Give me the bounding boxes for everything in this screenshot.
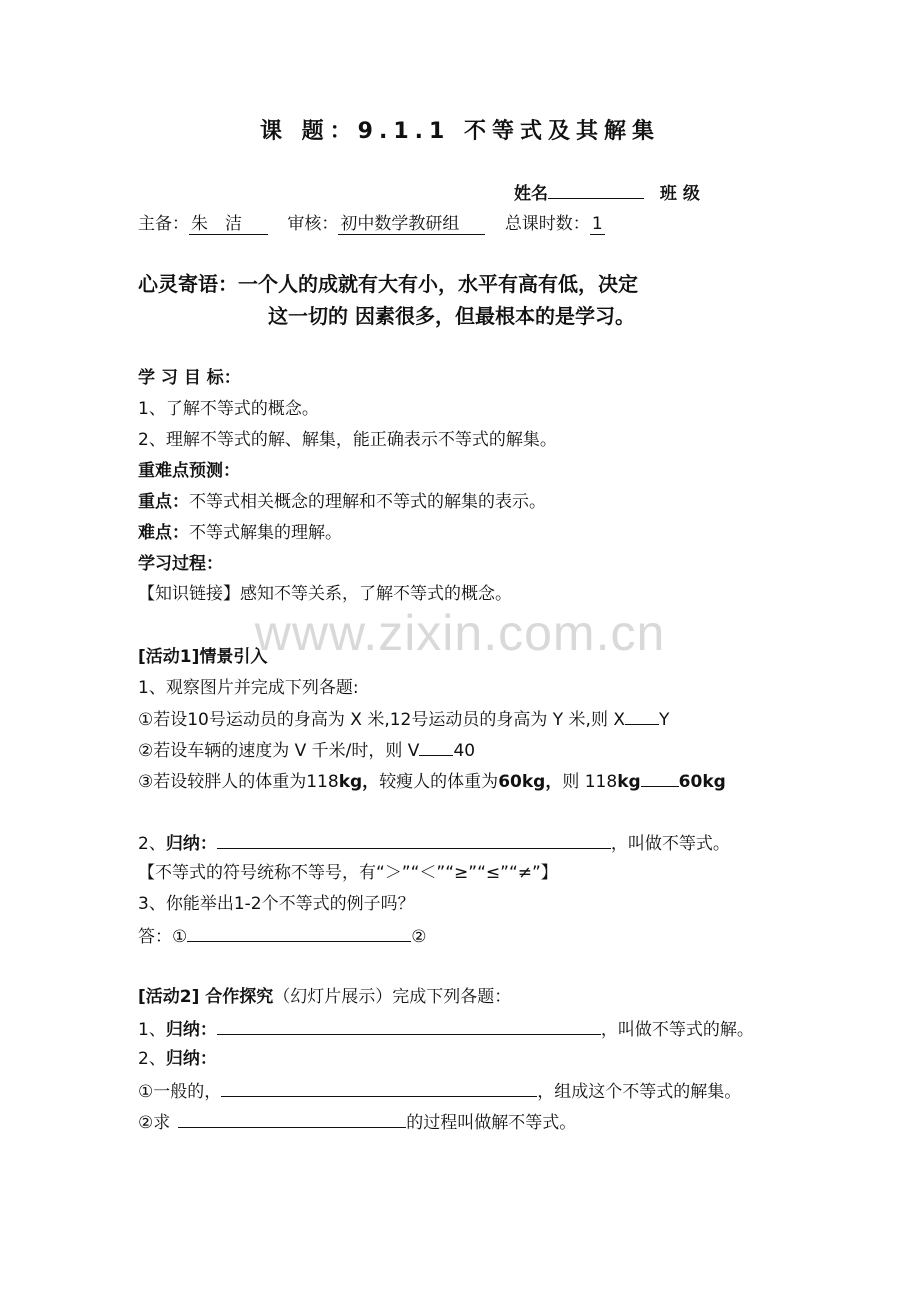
difficulty-line: [138, 521, 342, 545]
a2q1-end: ，叫做不等式的解。: [600, 1020, 754, 1040]
motto-line-2: 这一切的 因素很多，但最根本的是学习。: [268, 304, 635, 328]
activity2-heading-line: [138, 985, 511, 1009]
activity1-q1c: [138, 768, 726, 794]
process-heading: 学习过程：: [138, 554, 223, 574]
a2q2-num: 2、: [138, 1049, 166, 1069]
q1c-bold: 60kg，: [498, 772, 563, 792]
answer-prefix: 答：①: [138, 927, 188, 947]
a2q1-num: 1、: [138, 1020, 166, 1040]
q1b-blank[interactable]: [419, 737, 453, 756]
motto-line-1: 心灵寄语：一个人的成就有大有小，水平有高有低，决定: [138, 272, 638, 296]
preparer-label: 主备：: [138, 214, 189, 234]
activity2-q2b: [138, 1109, 576, 1135]
q1a-text: ①若设10号运动员的身高为 X 米,12号运动员的身高为 Y 米,则 X: [138, 710, 626, 730]
q1c-blank[interactable]: [641, 768, 679, 787]
inequality-symbols-note: 【不等式的符号统称不等号，有“＞”“＜”“≥”“≤”“≠”】: [138, 863, 558, 883]
activity2-q1: [138, 1016, 754, 1042]
a2q2a-end: ，组成这个不等式的解集。: [537, 1082, 742, 1102]
activity1-q1: 1、观察图片并完成下列各题:: [138, 678, 359, 698]
activity2-q2: [138, 1047, 217, 1071]
q1a-end: Y: [659, 710, 670, 730]
name-blank[interactable]: [548, 180, 644, 199]
q2-end: ，叫做不等式。: [610, 834, 730, 854]
focus-label: 重点：: [138, 492, 189, 512]
q1c-then: 则 118: [562, 772, 618, 792]
q1c-kg-1: kg，: [338, 772, 380, 792]
reviewer-label: 审核：: [287, 214, 339, 234]
preparer-name: 朱 洁: [189, 214, 268, 235]
a2q1-label: 归纳：: [165, 1020, 217, 1040]
hours-label: 总课时数：: [504, 214, 590, 234]
course-info-line: [138, 212, 605, 236]
activity2-heading-tail: （幻灯片展示）完成下列各题：: [273, 987, 512, 1007]
activity1-q1a: [138, 706, 669, 732]
activity1-q1b: [138, 737, 475, 763]
q2-blank[interactable]: [217, 830, 611, 849]
answer-blank-1[interactable]: [187, 923, 411, 942]
q2-num: 2、: [138, 834, 166, 854]
q1c-text: ③若设较胖人的体重为118: [138, 772, 339, 792]
a2q2a-text: ①一般的，: [138, 1082, 222, 1102]
q1a-blank[interactable]: [625, 706, 659, 725]
difficulty-label: 难点：: [138, 523, 189, 543]
a2q2a-blank[interactable]: [221, 1078, 537, 1097]
q1b-text: ②若设车辆的速度为 V 千米/时，则 V: [138, 741, 420, 761]
student-info-line: [514, 180, 700, 206]
goal-item-1: 1、了解不等式的概念。: [138, 399, 319, 419]
focus-line: [138, 490, 546, 514]
reviewer-name: 初中数学教研组: [338, 214, 485, 235]
activity1-q3: 3、你能举出1-2个不等式的例子吗？: [138, 894, 415, 914]
name-label: 姓名: [514, 184, 548, 204]
activity1-answer: [138, 923, 427, 949]
key-points-heading: 重难点预测：: [138, 461, 240, 481]
knowledge-link: 【知识链接】感知不等关系，了解不等式的概念。: [138, 584, 512, 604]
goals-heading: 学 习 目 标：: [138, 368, 241, 388]
focus-text: 不等式相关概念的理解和不等式的解集的表示。: [189, 492, 546, 512]
q1c-mid: 较瘦人的体重为: [379, 772, 499, 792]
activity1-heading: [活动1]情景引入: [138, 647, 268, 667]
a2q2-label: 归纳：: [165, 1049, 217, 1069]
a2q2b-text: ②求: [138, 1113, 171, 1133]
answer-mid: ②: [411, 927, 427, 947]
activity1-q2: [138, 830, 730, 856]
q1c-kg-2: kg: [617, 772, 641, 792]
a2q2b-blank[interactable]: [178, 1109, 406, 1128]
activity2-q2a: [138, 1078, 741, 1104]
class-label: 班 级: [659, 184, 700, 204]
q1c-end: 60kg: [678, 772, 726, 792]
hours-value: 1: [591, 214, 603, 234]
a2q1-blank[interactable]: [217, 1016, 601, 1035]
goal-item-2: 2、理解不等式的解、解集，能正确表示不等式的解集。: [138, 430, 557, 450]
q2-label: 归纳：: [165, 834, 217, 854]
activity2-heading: [活动2] 合作探究: [138, 987, 274, 1007]
watermark: www.zixin.com.cn: [254, 605, 666, 661]
difficulty-text: 不等式解集的理解。: [189, 523, 342, 543]
q1b-end: 40: [453, 741, 476, 761]
a2q2b-end: 的过程叫做解不等式。: [406, 1113, 577, 1133]
lesson-title: 课 题：9.1.1 不等式及其解集: [260, 119, 660, 144]
